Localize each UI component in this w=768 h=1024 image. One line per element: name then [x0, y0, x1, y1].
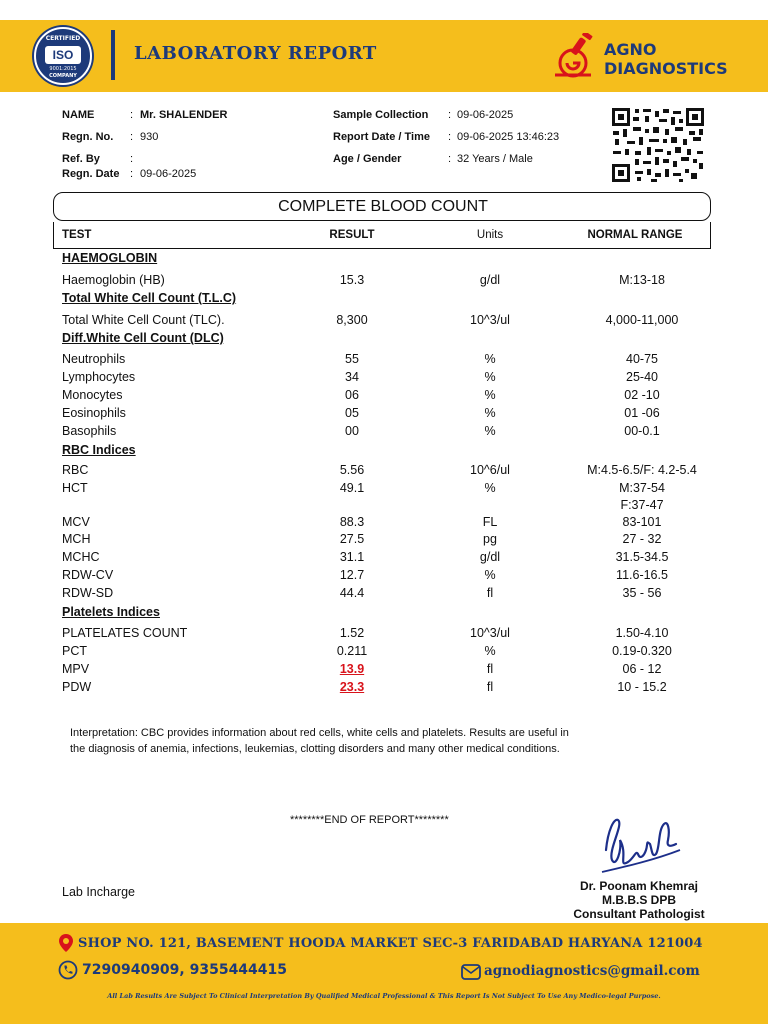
iso-standard: 9001:2015 — [49, 66, 77, 72]
page-title: LABORATORY REPORT — [134, 43, 377, 64]
test-range: 01 -06 — [624, 406, 660, 420]
test-unit: fl — [486, 680, 494, 694]
test-name: Total White Cell Count (TLC). — [62, 313, 225, 327]
test-result: 06 — [345, 388, 359, 402]
test-unit: % — [484, 370, 496, 384]
test-unit: fl — [486, 586, 494, 600]
test-result: 8,300 — [336, 313, 368, 327]
interpretation-line: Interpretation: CBC provides information about red cells, white cells and platelets. Results are useful in — [70, 727, 569, 739]
test-unit: 10^3/ul — [470, 313, 510, 327]
section-heading: RBC Indices — [62, 443, 136, 457]
test-result: 88.3 — [339, 515, 365, 529]
brand-name-line1: AGNO — [604, 40, 657, 59]
test-result: 5.56 — [339, 463, 365, 477]
footer-email: agnodiagnostics@gmail.com — [484, 963, 700, 979]
test-name: MCV — [62, 515, 90, 529]
report-date-label: Report Date / Time — [333, 131, 430, 143]
test-result: 15.3 — [339, 273, 365, 287]
column-header-test: TEST — [62, 229, 92, 241]
column-header-result: RESULT — [329, 229, 375, 241]
test-name: PDW — [62, 680, 92, 694]
test-name: Lymphocytes — [62, 370, 136, 384]
test-name: RBC — [62, 463, 89, 477]
colon: : — [448, 109, 452, 121]
test-range: M:13-18 — [619, 273, 665, 287]
header-divider — [111, 30, 115, 80]
test-result: 0.211 — [336, 644, 368, 658]
test-unit: g/dl — [479, 273, 501, 287]
test-name: HCT — [62, 481, 88, 495]
test-result: 05 — [345, 406, 359, 420]
test-unit: % — [484, 424, 496, 438]
doctor-signature — [598, 810, 682, 880]
doctor-name: Dr. Poonam Khemraj — [579, 879, 699, 893]
test-unit: 10^6/ul — [470, 463, 510, 477]
test-name: MCHC — [62, 550, 100, 564]
test-result: 31.1 — [339, 550, 365, 564]
colon: : — [130, 109, 134, 121]
test-unit: % — [484, 388, 496, 402]
test-result: 27.5 — [339, 532, 365, 546]
flagged-value: 13.9 — [339, 662, 365, 676]
test-result: 00 — [345, 424, 359, 438]
test-range: 10 - 15.2 — [617, 680, 667, 694]
test-unit: % — [484, 406, 496, 420]
test-result: 49.1 — [339, 481, 365, 495]
patient-name: Mr. SHALENDER — [140, 109, 228, 121]
test-result: 44.4 — [339, 586, 365, 600]
test-unit: 10^3/ul — [470, 626, 510, 640]
collection-date: 09-06-2025 — [457, 109, 514, 121]
location-icon — [58, 933, 74, 953]
test-unit: % — [484, 568, 496, 582]
test-range: 0.19-0.320 — [612, 644, 672, 658]
colon: : — [448, 131, 452, 143]
test-name: Eosinophils — [62, 406, 126, 420]
section-heading: HAEMOGLOBIN — [62, 251, 158, 265]
footer-disclaimer: All Lab Results Are Subject To Clinical Interpretation By Qualified Medical Professional & This Report Is Not Subject To Use Any Medico-legal Purpose. — [107, 992, 661, 1000]
brand-name-line2: DIAGNOSTICS — [604, 59, 728, 78]
test-range: 35 - 56 — [622, 586, 662, 600]
test-range-female: F:37-47 — [620, 498, 664, 512]
interpretation-line: the diagnosis of anemia, infections, leukemias, clotting disorders and many other medical conditions. — [70, 743, 560, 755]
test-range: M:4.5-6.5/F: 4.2-5.4 — [587, 463, 697, 477]
test-unit: pg — [483, 532, 497, 546]
report-title: COMPLETE BLOOD COUNT — [278, 198, 488, 215]
test-range: M:37-54 — [619, 481, 665, 495]
qr-code-icon — [611, 107, 705, 183]
test-range: 40-75 — [626, 352, 658, 366]
colon: : — [130, 131, 134, 143]
iso-bottom-text: COMPANY — [49, 73, 77, 79]
footer-address: SHOP NO. 121, BASEMENT HOODA MARKET SEC-3 FARIDABAD HARYANA 121004 — [78, 936, 703, 951]
section-heading: Total White Cell Count (T.L.C) — [62, 291, 237, 305]
test-range: 06 - 12 — [622, 662, 662, 676]
regn-number: 930 — [140, 131, 159, 143]
test-name: Basophils — [62, 424, 117, 438]
ref-label: Ref. By — [62, 153, 100, 165]
regn-label: Regn. No. — [62, 131, 114, 143]
email-icon — [461, 964, 481, 980]
phone-icon — [58, 960, 78, 980]
end-of-report: ********END OF REPORT******** — [290, 814, 449, 826]
lab-incharge-label: Lab Incharge — [62, 885, 135, 899]
test-unit: FL — [482, 515, 498, 529]
test-name: RDW-SD — [62, 586, 114, 600]
test-range: 02 -10 — [624, 388, 660, 402]
test-name: Haemoglobin (HB) — [62, 273, 165, 287]
test-name: PLATELATES COUNT — [62, 626, 188, 640]
test-name: MCH — [62, 532, 91, 546]
test-range: 1.50-4.10 — [615, 626, 669, 640]
report-date: 09-06-2025 13:46:23 — [457, 131, 560, 143]
test-range: 4,000-11,000 — [605, 313, 679, 327]
flagged-value: 23.3 — [339, 680, 365, 694]
footer-phone: 7290940909, 9355444415 — [82, 962, 288, 978]
interpretation-text — [70, 725, 630, 757]
collection-label: Sample Collection — [333, 109, 429, 121]
colon: : — [448, 153, 452, 165]
column-header-units: Units — [476, 229, 504, 241]
column-header-range: NORMAL RANGE — [587, 229, 683, 241]
test-result: 55 — [345, 352, 359, 366]
test-name: Monocytes — [62, 388, 123, 402]
test-result: 34 — [345, 370, 359, 384]
name-label: NAME — [62, 109, 95, 121]
test-range: 11.6-16.5 — [616, 568, 668, 582]
test-name: Neutrophils — [62, 352, 126, 366]
test-result: 12.7 — [339, 568, 365, 582]
regdate-label: Regn. Date — [62, 168, 120, 180]
test-range: 00-0.1 — [624, 424, 660, 438]
test-range: 25-40 — [626, 370, 658, 384]
test-range: 31.5-34.5 — [615, 550, 669, 564]
test-result-flagged — [300, 680, 404, 694]
doctor-qualification: M.B.B.S DPB — [601, 893, 676, 907]
test-result: 1.52 — [339, 626, 365, 640]
test-name: PCT — [62, 644, 87, 658]
test-range: 27 - 32 — [622, 532, 662, 546]
section-heading: Diff.White Cell Count (DLC) — [62, 331, 224, 345]
regn-date: 09-06-2025 — [140, 168, 197, 180]
iso-mark: ISO — [45, 46, 81, 64]
test-name: RDW-CV — [62, 568, 114, 582]
section-heading: Platelets Indices — [62, 605, 160, 619]
age-gender: 32 Years / Male — [457, 153, 533, 165]
test-unit: g/dl — [479, 550, 501, 564]
age-gender-label: Age / Gender — [333, 153, 402, 165]
test-range: 83-101 — [622, 515, 662, 529]
test-unit: % — [484, 481, 496, 495]
test-unit: % — [484, 644, 496, 658]
iso-certified-seal — [34, 27, 92, 85]
colon: : — [130, 168, 134, 180]
test-name: MPV — [62, 662, 90, 676]
doctor-title: Consultant Pathologist — [573, 907, 705, 921]
test-result-flagged — [300, 662, 404, 676]
test-unit: % — [484, 352, 496, 366]
test-unit: fl — [486, 662, 494, 676]
iso-top-text: CERTIFIED — [45, 35, 81, 42]
agno-logo-icon — [553, 33, 597, 79]
colon: : — [130, 153, 134, 165]
